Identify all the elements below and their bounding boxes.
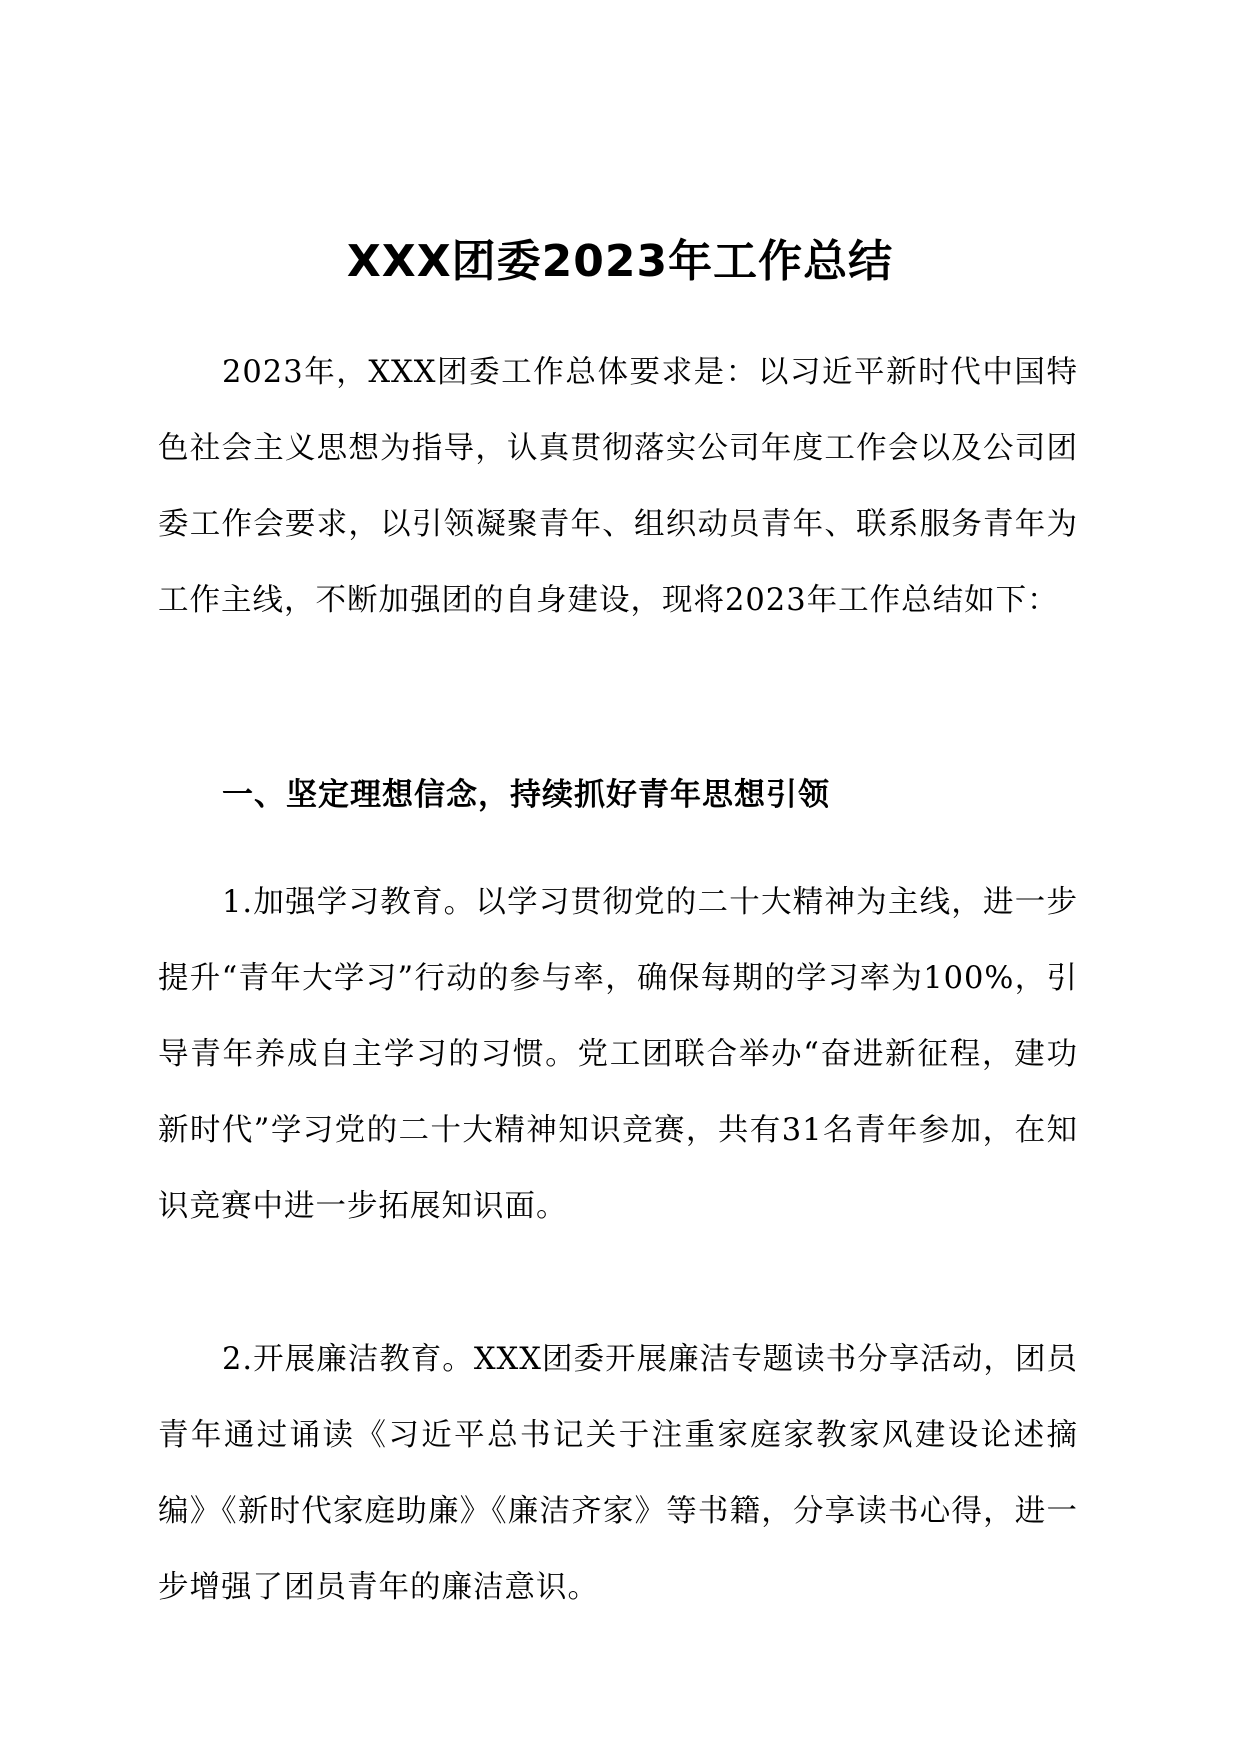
document-title: XXX团委2023年工作总结 <box>346 236 894 287</box>
section-heading: 一、坚定理想信念，持续抓好青年思想引领 <box>222 777 830 813</box>
intro-paragraph: 2023年，XXX团委工作总体要求是：以习近平新时代中国特色社会主义思想为指导，认真贯彻落实公司年度工作会以及公司团委工作会要求，以引领凝聚青年、组织动员青年、联系服务青年为工作主线，不断加强团的自身建设，现将2023年工作总结如下： <box>158 355 1078 618</box>
section-item-paragraph: 1.加强学习教育。以学习贯彻党的二十大精神为主线，进一步提升“青年大学习”行动的参与率，确保每期的学习率为100%，引导青年养成自主学习的习惯。党工团联合举办“奋进新征程，建功新时代”学习党的二十大精神知识竞赛，共有31名青年参加，在知识竞赛中进一步拓展知识面。 <box>158 885 1078 1224</box>
section-item-paragraph: 2.开展廉洁教育。XXX团委开展廉洁专题读书分享活动，团员青年通过诵读《习近平总书记关于注重家庭家教家风建设论述摘编》《新时代家庭助廉》《廉洁齐家》等书籍，分享读书心得，进一步增强了团员青年的廉洁意识。 <box>158 1342 1078 1605</box>
